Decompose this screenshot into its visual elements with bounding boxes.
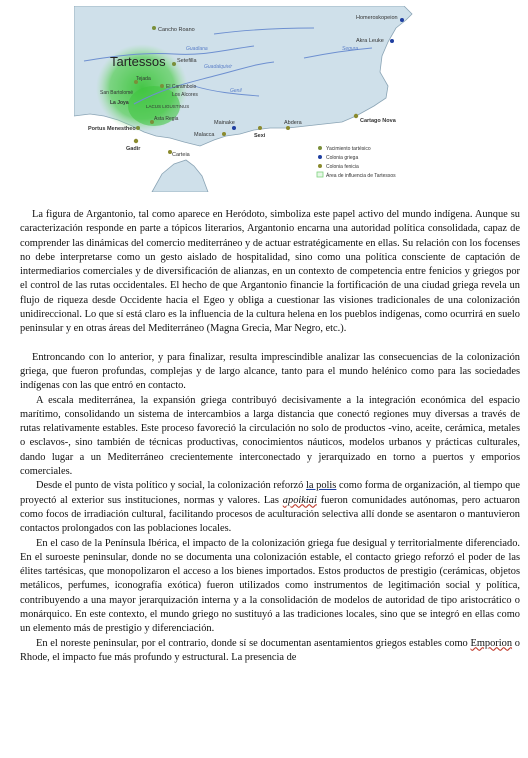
map-label-san-bartolome: San Bartolomé [100,90,134,96]
map-label-tejada: Tejada [136,76,151,82]
marker-el-carambolo [160,84,164,88]
marker-cartago-nova [354,114,358,118]
map-label-segura: Segura [342,46,359,52]
map-label-sexi: Sexi [254,133,266,139]
legend-label-3: Área de influencia de Tartessos [326,173,396,179]
map-label-akra-leuke: Akra Leuke [356,38,384,44]
map-label-lacus: LACUS LIGUSTINUS [146,104,190,109]
legend-marker-2 [318,164,322,168]
marker-setefilla [172,62,176,66]
legend-label-1: Colonia griega [326,155,359,161]
marker-abdera [286,126,290,130]
emporion-term: Emporion [470,637,513,649]
marker-gadir [134,139,138,143]
map-label-abdera: Abdera [284,120,302,126]
polis-term: la polis [306,480,337,492]
map-label-guadiana: Guadiana [186,46,208,52]
legend-marker-1 [318,155,322,159]
legend-marker-3 [317,172,323,177]
map-label-cartago-nova: Cartago Nova [360,118,396,124]
map-label-carteia: Carteia [172,152,190,158]
map-label-malacca: Malacca [194,132,215,138]
map-label-la-joya: La Joya [110,100,129,106]
paragraph-4: Desde el punto de vista político y social, la colonización reforzó la polis como forma de organización, al tiempo que proyectó al exterior sus instituciones, normas y valores. Las apoikiai fueron comunidades autónomas, pero actuaron como focos de irradiación cultural, facilitando procesos de aculturación selectiva allí donde se asentaron o mantuvieron contactos prolongados con las poblaciones locales. [20,480,520,535]
legend-marker-0 [318,146,322,150]
map-label-asta-regia: Asta Regia [154,116,179,122]
map-figure [74,6,452,192]
paragraph-6: En el noreste peninsular, por el contrario, donde sí se documentan asentamientos griegos estables como Emporion o Rhode, el impacto fue más profundo y estructural. La presencia de [20,637,520,663]
marker-sexi [258,126,262,130]
paragraph-2: Entroncando con lo anterior, y para finalizar, resulta imprescindible analizar las consecuencias de la colonización griega, que fueron profundas, complejas y de largo alcance, tanto para el mundo helénico como para las sociedades indígenas con las que entró en contacto. [20,351,520,392]
map-label-gadir: Gadir [126,146,141,152]
map-label-guadalquivir: Guadalquivir [204,64,233,70]
legend-label-0: Yacimiento tartésico [326,146,371,152]
paragraph-5: En el caso de la Península Ibérica, el impacto de la colonización griega fue desigual y territorialmente diferenciado. En el suroeste peninsular, donde no se documenta una colonización estable, el contacto griego reforzó el poder de las élites tartésicas, que monopolizaron el acceso a los bienes importados. Estos productos de prestigio (cerámicas, objetos metálicos, perfumes, iconografía exótica) fueron utilizados como instrumentos de legitimación social y política, contribuyendo a una mayor jerarquización interna y a la consolidación de modelos de autoridad de tipo aristocrático o monárquico. En este contexto, el mundo griego no sustituyó a las tradiciones locales, sino que se integró en ellas como un elemento más de prestigio y diferenciación. [20,537,520,635]
paragraph-3: A escala mediterránea, la expansión griega contribuyó decisivamente a la integración económica del espacio marítimo, consolidando un sistema de intercambios a larga distancia que conectó regiones muy diversas a través de rutas relativamente estables. Este proceso favoreció la circulación no solo de productos -vino, aceite, cerámica, metales o esclavos-, sino también de técnicas productivas, conocimientos náuticos, modelos urbanos y prácticas culturales, dando lugar a un Mediterráneo crecientemente interconectado y jerarquizado en torno a puertos y emporios comerciales. [20,394,520,478]
map-label-cancho-roano: Cancho Roano [158,27,195,33]
map-label-portus: Portus Menestheo [88,126,136,132]
marker-akra-leuke [390,39,394,43]
article-text [20,208,520,665]
map-label-setefilla: Setefilla [177,58,197,64]
map-label-tartessos: Tartessos [110,54,166,69]
map-label-homeroskopeion: Homeroskopeion [356,15,398,21]
apoikiai-term: apoikiai [282,494,317,506]
map-label-mainake: Mainake [214,120,235,126]
marker-cancho-roano [152,26,156,30]
map-label-los-alcores: Los Alcores [172,92,198,98]
marker-portus [136,126,140,130]
paragraph-1: La figura de Argantonio, tal como aparece en Heródoto, simboliza este papel activo del mundo indígena. Aunque su caracterización responde en parte a tópicos literarios, Argantonio encarna una autoridad política consolidada, capaz de comprender las dinámicas del comercio mediterráneo y de actuar estratégicamente en ellas. Su relación con los focenses no debe interpretarse como un gesto aislado de hospitalidad, sino como una política consciente de captación de intermediarios comerciales y de diversificación de alianzas, en un contexto de competencia entre fenicios y griegos por el control de las rutas occidentales. El hecho de que Argantonio financie la fortificación de una ciudad griega revela un flujo de riqueza desde Occidente hacia el Egeo y obliga a cuestionar las visiones tradicionales de una colonización unidireccional. Lo que sí está claro es la influencia de la cultura helena en los pueblos indígenas, como ocurrirá en suelo peninsular y en otras áreas del Mediterráneo (Magna Grecia, Mar Negro, etc.). [20,209,520,335]
map-label-el-carambolo: El Carambolo [166,84,197,90]
marker-malacca [222,132,226,136]
marker-mainake [232,126,236,130]
marker-homeroskopeion [400,18,404,22]
map-label-genil: Genil [230,88,242,94]
legend-label-2: Colonia fenicia [326,164,359,170]
